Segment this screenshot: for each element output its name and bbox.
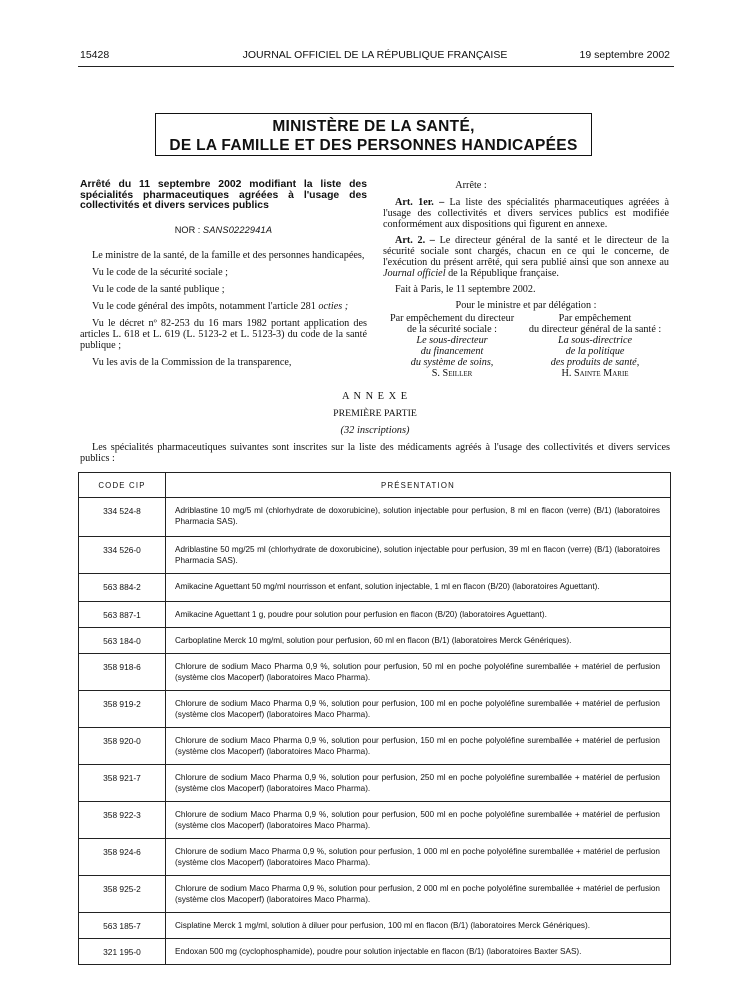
column-header-presentation: PRÉSENTATION: [166, 473, 671, 498]
annexe-part: PREMIÈRE PARTIE: [333, 408, 417, 419]
sig-right-line-1: Par empêchement: [558, 313, 632, 324]
sig-right-name: H. Sainte Marie: [561, 368, 629, 379]
table-row: [79, 654, 671, 691]
visa-public-health: Vu le code de la santé publique ;: [92, 283, 225, 295]
table-row: [79, 939, 671, 965]
signature-right: [521, 313, 669, 379]
presentation-text: Carboplatine Merck 10 mg/ml, solution pour perfusion, 60 ml en flacon (B/1) (laboratoires Merck Génériques).: [166, 628, 671, 654]
visa-social-security: Vu le code de la sécurité sociale ;: [92, 266, 229, 278]
visa-tax-code: [80, 301, 367, 312]
sig-right-line-4: de la politique: [565, 346, 625, 357]
visa-tax-code-italic: octies ;: [318, 300, 349, 312]
cip-code: 563 184-0: [79, 628, 166, 654]
sig-left-line-3: Le sous-directeur: [416, 335, 488, 346]
sig-left-line-4: du financement: [420, 346, 484, 357]
presentation-text: Amikacine Aguettant 50 mg/ml nourrisson et enfant, solution injectable, 1 ml en flacon (B/20) (laboratoires Aguettant).: [166, 574, 671, 602]
table-row: [79, 574, 671, 602]
ministry-line-2: DE LA FAMILLE ET DES PERSONNES HANDICAPÉES: [169, 137, 578, 154]
table-row: [79, 728, 671, 765]
cip-code: 334 526-0: [79, 537, 166, 574]
annexe-count: (32 inscriptions): [340, 425, 410, 436]
article-2: [383, 235, 669, 279]
sig-left-line-1: Par empêchement du directeur: [389, 313, 515, 324]
page-number: 15428: [80, 49, 110, 61]
article-2-label: Art. 2. –: [395, 235, 435, 246]
ministry-line-1: MINISTÈRE DE LA SANTÉ,: [272, 118, 475, 135]
sig-left-name: S. Seiller: [431, 368, 473, 379]
cip-code: 321 195-0: [79, 939, 166, 965]
issue-date: 19 septembre 2002: [579, 49, 670, 61]
visa-commission: Vu les avis de la Commission de la transparence,: [92, 356, 292, 368]
sig-left-line-5: du système de soins,: [410, 357, 494, 368]
presentation-text: Cisplatine Merck 1 mg/ml, solution à diluer pour perfusion, 100 ml en flacon (B/1) (laboratoires Merck Génériques).: [166, 913, 671, 939]
table-row: [79, 498, 671, 537]
table-row: [79, 802, 671, 839]
table-row: [79, 628, 671, 654]
column-header-code: CODE CIP: [79, 473, 166, 498]
sig-right-line-5: des produits de santé,: [550, 357, 640, 368]
visa-decree: Vu le décret nº 82-253 du 16 mars 1982 portant application des articles L. 618 et L. 619 (L. 5123-2 et L. 5123-3) du code de la santé publique ;: [80, 317, 367, 351]
ministry-heading-box: [155, 113, 592, 156]
table-row: [79, 839, 671, 876]
table-row: [79, 602, 671, 628]
place-date: Fait à Paris, le 11 septembre 2002.: [395, 284, 536, 295]
presentation-text: Chlorure de sodium Maco Pharma 0,9 %, solution pour perfusion, 50 ml en poche polyoléfine suremballée + matériel de perfusion (système clos Macoperf) (laboratoires Maco Pharma).: [166, 654, 671, 691]
article-1: [383, 197, 669, 230]
delegation-line: Pour le ministre et par délégation :: [455, 300, 597, 311]
article-2-journal: Journal officiel: [383, 268, 446, 279]
presentation-text: Adriblastine 10 mg/5 ml (chlorhydrate de doxorubicine), solution injectable pour perfusion, 8 ml en flacon (verre) (B/1) (laboratoires Pharmacia SAS).: [166, 498, 671, 537]
presentation-text: Chlorure de sodium Maco Pharma 0,9 %, solution pour perfusion, 1 000 ml en poche polyoléfine suremballée + matériel de perfusion (système clos Macoperf) (laboratoires Maco Pharma).: [166, 839, 671, 876]
nor-reference: [80, 225, 367, 236]
header-rule: [78, 66, 674, 67]
cip-code: 334 524-8: [79, 498, 166, 537]
cip-code: 563 185-7: [79, 913, 166, 939]
table-row: [79, 913, 671, 939]
left-column: [80, 180, 367, 374]
cip-code: 563 884-2: [79, 574, 166, 602]
presentation-text: Chlorure de sodium Maco Pharma 0,9 %, solution pour perfusion, 500 ml en poche polyoléfine suremballée + matériel de perfusion (système clos Macoperf) (laboratoires Maco Pharma).: [166, 802, 671, 839]
sig-left-line-2: de la sécurité sociale :: [407, 324, 497, 335]
visa-tax-code-text: Vu le code général des impôts, notamment l'article 281: [92, 300, 316, 312]
article-2-text: Le directeur général de la santé et le directeur de la sécurité sociale sont chargés, chacun en ce qui le concerne, de l'exécution du présent arrêté, qui sera publié ainsi que son annexe au: [383, 235, 669, 268]
article-1-label: Art. 1er. –: [395, 197, 445, 208]
annexe-title: A N N E X E: [341, 391, 409, 402]
sig-right-line-2: du directeur général de la santé :: [528, 324, 662, 335]
arrete-heading: Arrête :: [455, 180, 487, 191]
table-row: [79, 876, 671, 913]
table-row: [79, 537, 671, 574]
cip-code: 358 918-6: [79, 654, 166, 691]
decree-title: Arrêté du 11 septembre 2002 modifiant la liste des spécialités pharmaceutiques agréées à l'usage des collectivités et divers services publics: [80, 179, 367, 211]
presentation-text: Adriblastine 50 mg/25 ml (chlorhydrate de doxorubicine), solution injectable pour perfusion, 39 ml en flacon (verre) (B/1) (laboratoires Pharmacia SAS).: [166, 537, 671, 574]
right-column: [383, 180, 669, 379]
presentation-text: Chlorure de sodium Maco Pharma 0,9 %, solution pour perfusion, 150 ml en poche polyoléfine suremballée + matériel de perfusion (système clos Macoperf) (laboratoires Maco Pharma).: [166, 728, 671, 765]
preamble-minister: Le ministre de la santé, de la famille et des personnes handicapées,: [92, 249, 365, 261]
cip-code: 358 921-7: [79, 765, 166, 802]
specialties-table: [78, 472, 671, 965]
signature-left: [383, 313, 521, 379]
nor-label: NOR :: [174, 224, 201, 235]
article-1-text: La liste des spécialités pharmaceutiques agréées à l'usage des collectivités et divers services publics est modifiée conformément aux dispositions qui figurent en annexe.: [383, 197, 669, 230]
cip-code: 358 922-3: [79, 802, 166, 839]
cip-code: 563 887-1: [79, 602, 166, 628]
nor-code: SANS0222941A: [202, 224, 273, 235]
table-row: [79, 691, 671, 728]
table-row: [79, 765, 671, 802]
sig-right-line-3: La sous-directrice: [558, 335, 633, 346]
signatures: [383, 313, 669, 379]
annexe-intro: Les spécialités pharmaceutiques suivantes sont inscrites sur la liste des médicaments agréés à l'usage des collectivités et divers services publics :: [80, 442, 670, 464]
table-header-row: [79, 473, 671, 498]
cip-code: 358 920-0: [79, 728, 166, 765]
presentation-text: Amikacine Aguettant 1 g, poudre pour solution pour perfusion en flacon (B/20) (laboratoires Aguettant).: [166, 602, 671, 628]
cip-code: 358 925-2: [79, 876, 166, 913]
article-2-end: de la République française.: [448, 268, 559, 279]
cip-code: 358 924-6: [79, 839, 166, 876]
presentation-text: Chlorure de sodium Maco Pharma 0,9 %, solution pour perfusion, 100 ml en poche polyoléfine suremballée + matériel de perfusion (système clos Macoperf) (laboratoires Maco Pharma).: [166, 691, 671, 728]
presentation-text: Chlorure de sodium Maco Pharma 0,9 %, solution pour perfusion, 2 000 ml en poche polyoléfine suremballée + matériel de perfusion (système clos Macoperf) (laboratoires Maco Pharma).: [166, 876, 671, 913]
journal-title: JOURNAL OFFICIEL DE LA RÉPUBLIQUE FRANÇAISE: [242, 49, 508, 61]
cip-code: 358 919-2: [79, 691, 166, 728]
presentation-text: Chlorure de sodium Maco Pharma 0,9 %, solution pour perfusion, 250 ml en poche polyoléfine suremballée + matériel de perfusion (système clos Macoperf) (laboratoires Maco Pharma).: [166, 765, 671, 802]
presentation-text: Endoxan 500 mg (cyclophosphamide), poudre pour solution injectable en flacon (B/1) (laboratoires Baxter SAS).: [166, 939, 671, 965]
